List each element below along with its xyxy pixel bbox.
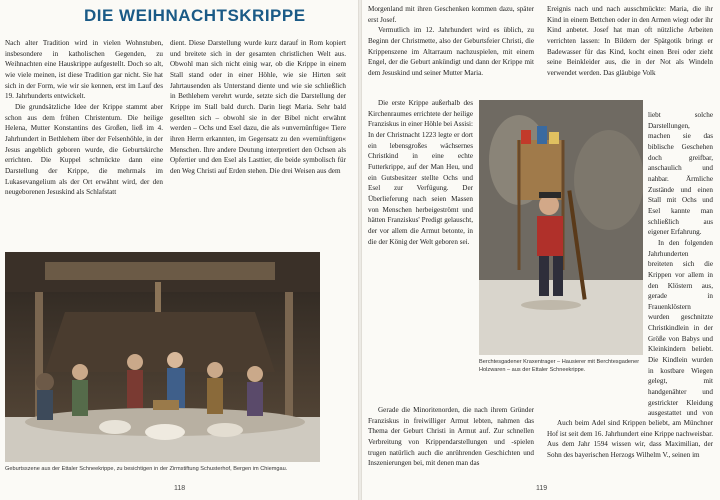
right-column-2-top (547, 4, 713, 110)
paragraph: Die erste Krippe außerhalb des Kirchenraumes errichtete der heilige Franziskus in einer Höhle bei Assisi: In der Christnacht 1223 legte er dort ein lebensgroßes wächsernes Christkind in eine echte Futterkrippe, auf der Man Heu, und ein Gutsbesitzer stellte Ochs und Esel zur Verfügung. Der Überlieferung nach seien Massen von Menschen herbeigeströmt und hätten Franziskus' Predigt gelauscht, der vor allem die Armut betonte, in die der König der Welt geboren sei. (368, 99, 473, 246)
paragraph: dient. Diese Darstellung wurde kurz darauf in Rom kopiert und breitete sich in der gesamten christlichen Welt aus. Obwohl man sich nicht einig war, ob die Krippe in einem Stall stand oder in einer Höhle, wie sie Hirten seit Jahrtausenden als Unterstand diente und wie sie schließlich in Bethlehem verehrt wurde, setzte sich die Darstellung der Krippe im Stall bald durch. Darin liegt Maria. Sehr bald gesellten sich – obwohl sie in der Bibel nicht erwähnt werden – Ochs und Esel dazu, die als »unvernünftige« Tiere ihren Herrn erkannten, im Gegensatz zu den »vernünftigen« Menschen. Ihre andere Deutung interpretiert den Ochsen als Opfertier und den Esel als Lasttier, die beide symbolisch für den Weg Christi auf Erden stehen. Die drei Weisen aus dem (170, 39, 346, 175)
right-column-2-bottom (547, 418, 713, 495)
right-column-1-top (368, 4, 534, 96)
nativity-scene-image (5, 252, 320, 462)
paragraph: In den folgenden Jahrhunderten breiteten sich die Krippen vor allem in den Klöstern aus, gerade in Frauenklöstern wurden geschnitzte Christkindlein in der Größe von Babys und Kleinkindern beliebt. Die Kindlein wurden in kostbare Wiegen gelegt, mit handgenähter und gestrickter Kleidung ausgestattet und von (648, 238, 713, 417)
paragraph: Vermutlich im 12. Jahrhundert wird es üblich, zu Beginn der Christmette, also der Geburtsfeier Christi, die Krippenszene im Altarraum nachzuspielen, mit einem Engel, der die Geburt ankündigt und dann der Krippe mit dem Jesuskind und seiner Mutter Maria. (368, 26, 534, 77)
paragraph: Die grundsätzliche Idee der Krippe stammt aber schon aus dem frühen Christentum. Die heilige Helena, Mutter Konstantins des Großen, ließ im 4. Jahrhundert in Bethlehem über der Felsenhöhle, in der Jesus angeblich geboren wurde, die Geburtskirche errichten. Die Kuppel schmückte dann eine Darstellung der Krippe, die mehrmals im Lukasevangelium als der Ort erwähnt wird, der den neugeborenen Jesuskind als Schlafstatt (5, 102, 163, 197)
page-number: 118 (174, 485, 186, 492)
paragraph: liebt solche Darstellungen, machen sie das biblische Geschehen doch greifbar, anschaulich und nahbar. Ärmliche Zustände und einen Stall mit Ochs und Esel kannte man schließlich aus eigener Erfahrung. (648, 111, 713, 237)
right-column-2-narrow (648, 110, 713, 417)
paragraph: Gerade die Minoritenorden, die nach ihrem Gründer Franziskus in freiwilliger Armut lebten, nahmen das Thema der Geburt Christi in Armut auf. Zur schnellen Verbreitung von Krippendarstellungen und -spielen trugen natürlich auch die anrührenden Geschichten und Inszenierungen bei, mit denen man das (368, 406, 534, 468)
left-page (0, 0, 358, 500)
photo-caption: Berchtesgadener Kraxentrager – Hausierer mit Berchtesgadener Holzwaren – aus der Ettaler Schneekrippe. (479, 359, 640, 373)
paragraph: Ereignis nach und nach ausschmückte: Maria, die ihr Kind in einem Bettchen oder in den Armen wiegt oder ihr Kind anbetet. Josef hat man oft nützliche Arbeiten verrichten lassen: In Bildern der Spätgotik bringt er Badewasser für das Kind, kocht einen Brei oder zieht seine Beinkleider aus, die in der Not als Windeln verwendet werden. Das gläubige Volk (547, 5, 713, 77)
left-column-1 (5, 38, 163, 253)
photo-caption: Geburtsszene aus der Ettaler Schneekrippe, zu besichtigen in der Zirmstiftung Schusterhof, Bergen im Chiemgau. (5, 466, 288, 472)
chapter-title: DIE WEIHNACHTSKRIPPE (84, 6, 306, 25)
paragraph: Nach alter Tradition wird in vielen Wohnstuben, insbesondere in katholischen Gegenden, zu Weihnachten eine Hauskrippe aufgestellt. Doch so alt, wie viele meinen, ist diese Tradition gar nicht. Sie hat sich in der Form, wie wir sie kennen, erst im Lauf des 19. Jahrhunderts entwickelt. (5, 39, 163, 101)
paragraph: Morgenland mit ihren Geschenken kommen dazu, später erst Josef. (368, 5, 534, 24)
right-column-1-bottom (368, 405, 534, 495)
nativity-photo (5, 252, 320, 462)
left-column-2 (170, 38, 346, 253)
kraxentrager-figure-image (479, 100, 643, 355)
page-number: 119 (536, 485, 548, 492)
paragraph: Auch beim Adel sind Krippen beliebt, am Münchner Hof ist seit dem 16. Jahrhundert eine Krippe nachweisbar. Aus dem Jahr 1594 wissen wir, dass Maximilian, der Sohn des bayerischen Herzogs Wilhelm V., seinen im (547, 419, 713, 459)
right-column-1-narrow (368, 98, 473, 400)
right-page (362, 0, 720, 500)
kraxentrager-photo (479, 100, 643, 355)
